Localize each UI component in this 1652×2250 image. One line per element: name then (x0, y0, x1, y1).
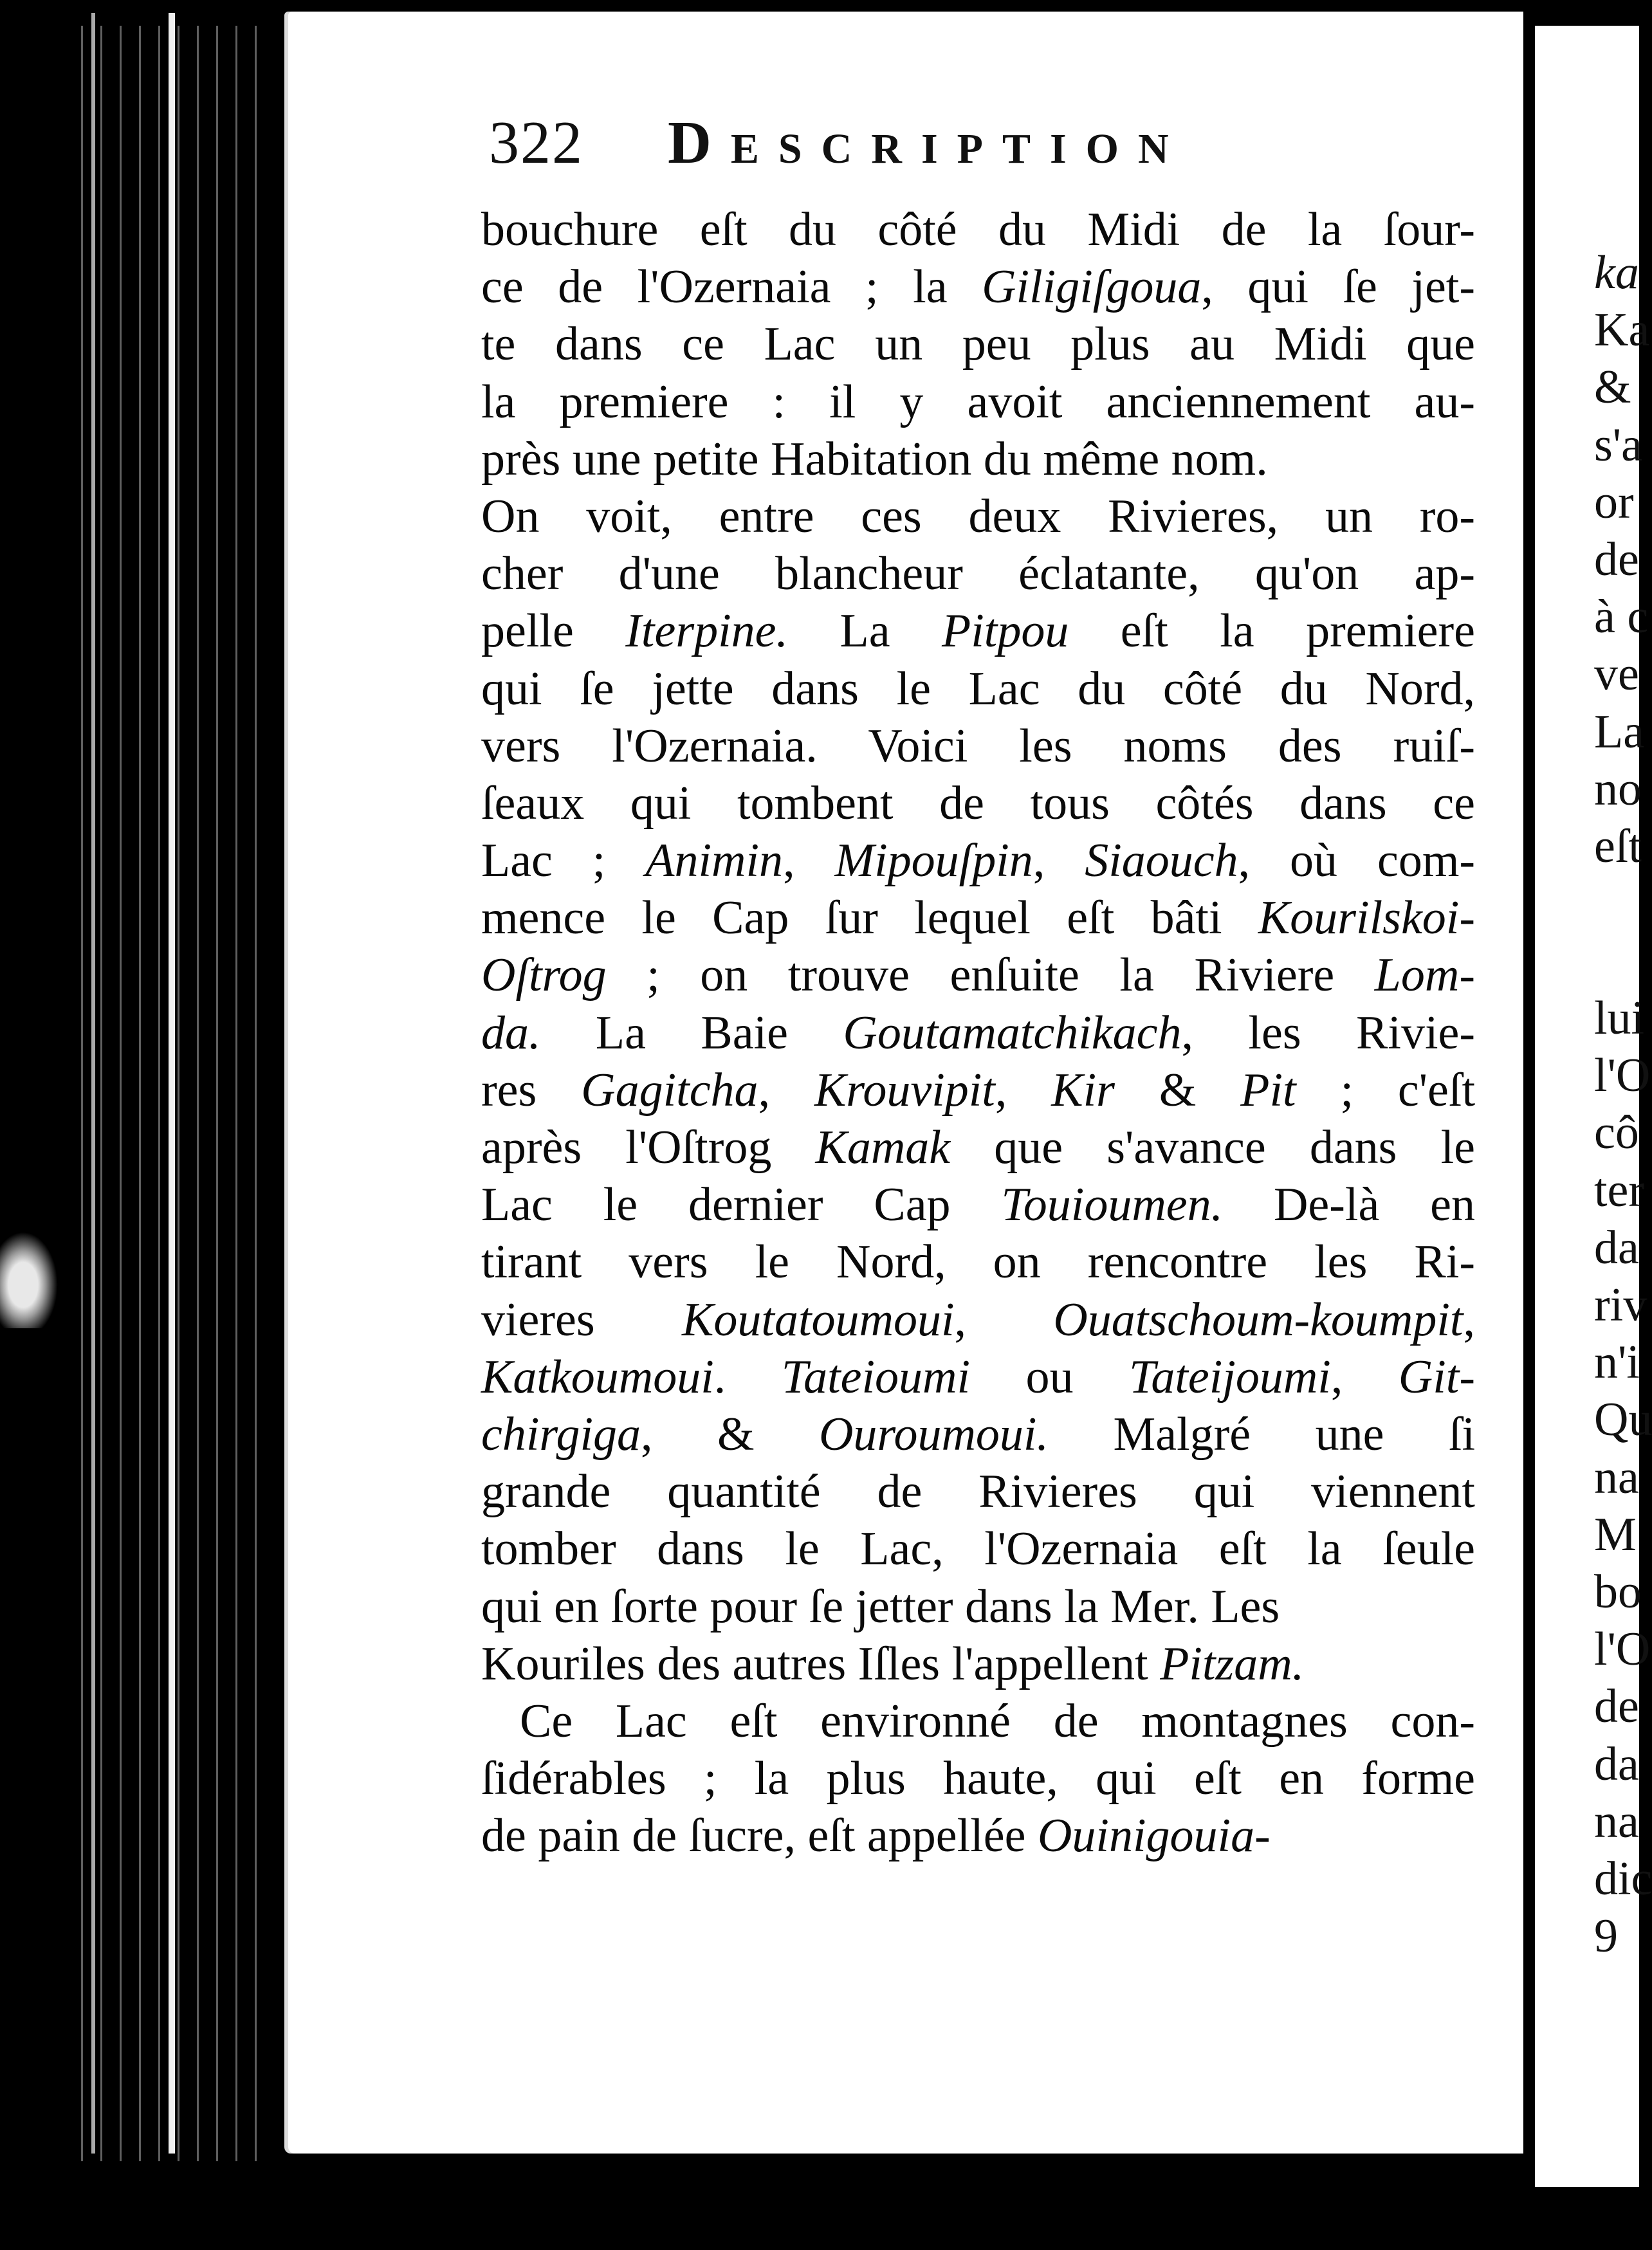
text-run: ſeaux qui tombent de tous côtés dans ce (481, 776, 1475, 830)
facing-line-fragment: lui (1594, 992, 1645, 1045)
text-line (481, 259, 1475, 316)
text-run: pelle (481, 605, 626, 658)
facing-line-fragment: de (1594, 1680, 1639, 1733)
text-line (481, 1176, 1475, 1234)
facing-page-text (1594, 244, 1652, 1965)
italic-term: Gagitcha (581, 1063, 758, 1117)
text-line (481, 1406, 1475, 1463)
italic-term: Giligiſgoua (982, 261, 1202, 314)
text-run: , & (641, 1407, 819, 1461)
italic-term: Touioumen. (1001, 1178, 1224, 1232)
text-run: , (995, 1063, 1052, 1117)
italic-term: Goutamatchikach (843, 1006, 1182, 1059)
text-line (481, 1349, 1475, 1406)
text-line (481, 718, 1475, 775)
text-run: tomber dans le Lac, l'Ozernaia eſt la ſeule (481, 1523, 1475, 1576)
text-run: La (788, 605, 942, 658)
italic-term: chirgiga (481, 1407, 641, 1461)
text-run: Malgré une ſi (1048, 1407, 1475, 1461)
text-line (481, 545, 1475, 603)
italic-term: Ouatschoum-koumpit (1053, 1293, 1464, 1346)
facing-line-fragment: M (1594, 1508, 1637, 1561)
text-run: Lac le dernier Cap (481, 1178, 1002, 1232)
text-run: La Baie (540, 1006, 843, 1059)
facing-line-fragment: na (1594, 1450, 1639, 1504)
facing-line-fragment: ve (1594, 648, 1639, 701)
facing-line-fragment: s'a (1594, 418, 1642, 471)
facing-line-fragment: de (1594, 533, 1639, 586)
text-run: cher d'une blancheur éclatante, qu'on ap- (481, 547, 1475, 601)
italic-term: Katkoumoui (481, 1350, 714, 1404)
text-line (481, 374, 1475, 431)
italic-term: Tateijoumi (1128, 1350, 1331, 1404)
text-run: , (1330, 1350, 1399, 1404)
italic-term: Pitpou (942, 605, 1069, 658)
text-line (481, 1463, 1475, 1521)
text-run: ce de l'Ozernaia ; la (481, 261, 982, 314)
facing-line-fragment: bo (1594, 1565, 1642, 1618)
text-run: , (1463, 1293, 1475, 1346)
facing-line-fragment: Ka (1594, 304, 1650, 357)
facing-line-fragment: dic (1594, 1852, 1652, 1905)
text-line (481, 1578, 1475, 1636)
text-run: ou (970, 1350, 1129, 1404)
spine-highlight (169, 13, 175, 2154)
text-line (481, 1807, 1475, 1865)
body-text (481, 201, 1475, 1865)
text-run: , (758, 1063, 814, 1117)
text-run: , (1032, 834, 1085, 888)
book-spine (0, 0, 289, 2250)
text-line (481, 488, 1475, 545)
running-header (489, 108, 1454, 198)
book-page (288, 12, 1523, 2154)
text-run: te dans ce Lac un peu plus au Midi que (481, 318, 1475, 371)
italic-term: Lom- (1374, 949, 1475, 1002)
text-run: eſt la premiere (1069, 605, 1476, 658)
text-run: qui en ſorte pour ſe jetter dans la Mer. Les (481, 1580, 1280, 1633)
text-run: ſidérables ; la plus haute, qui eſt en forme (481, 1752, 1475, 1806)
text-line (481, 1636, 1475, 1693)
text-run: , (783, 834, 835, 888)
text-run: On voit, entre ces deux Rivieres, un ro- (481, 489, 1475, 543)
italic-term: Koutatoumoui (682, 1293, 955, 1346)
text-run: res (481, 1063, 582, 1117)
facing-line-fragment: & (1594, 361, 1631, 414)
text-run: , qui ſe jet- (1201, 261, 1475, 314)
italic-term: Iterpine. (625, 605, 789, 658)
text-line (481, 1693, 1475, 1750)
facing-line-fragment: La (1594, 705, 1645, 758)
text-run: De-là en (1223, 1178, 1475, 1232)
text-run: ; c'eſt (1296, 1063, 1476, 1117)
text-line (481, 661, 1475, 718)
signature-mark: 9 (1594, 1910, 1618, 1963)
text-line (481, 1521, 1475, 1578)
page-stain (0, 1232, 58, 1328)
italic-term: Pit (1240, 1063, 1296, 1117)
facing-line-fragment (1594, 875, 1652, 990)
text-run: Kouriles des autres Iſles l'appellent (481, 1637, 1161, 1690)
facing-line-fragment: da (1594, 1737, 1639, 1791)
text-run: vers l'Ozernaia. Voici les noms des ruiſ- (481, 719, 1475, 773)
text-line (481, 890, 1475, 947)
italic-term: Ouroumoui. (818, 1407, 1049, 1461)
italic-term: Git- (1398, 1350, 1475, 1404)
page-edges (71, 26, 264, 2161)
page-number: 322 (489, 109, 583, 176)
facing-page (1535, 26, 1652, 2187)
text-line (481, 1005, 1475, 1062)
running-title: Description (668, 109, 1188, 176)
text-run: tirant vers le Nord, on rencontre les Ri- (481, 1236, 1475, 1289)
spine-highlight (91, 13, 95, 2154)
facing-line-fragment: eſt (1594, 819, 1642, 873)
text-line (481, 603, 1475, 660)
text-line (481, 316, 1475, 373)
italic-term: da. (481, 1006, 541, 1059)
facing-line-fragment: ter (1594, 1164, 1645, 1217)
italic-term: Oſtrog (481, 949, 607, 1002)
text-line (481, 775, 1475, 832)
facing-line-fragment: l'O (1594, 1049, 1651, 1102)
facing-line-fragment: Qu (1594, 1393, 1652, 1447)
text-line (481, 1119, 1475, 1176)
italic-term: Kir (1051, 1063, 1115, 1117)
facing-line-fragment: l'O (1594, 1623, 1651, 1676)
text-line (481, 947, 1475, 1004)
italic-term: Tateioumi (781, 1350, 971, 1404)
italic-term: Krouvipit (814, 1063, 995, 1117)
facing-line-fragment: ka (1594, 246, 1639, 299)
text-run: la premiere : il y avoit anciennement au- (481, 375, 1475, 428)
text-run: , où com- (1238, 834, 1476, 888)
text-run: après l'Oſtrog (481, 1121, 816, 1174)
italic-term: Kamak (815, 1121, 951, 1174)
facing-line-fragment: cô (1594, 1106, 1639, 1160)
text-line (481, 431, 1475, 488)
text-run: que s'avance dans le (950, 1121, 1475, 1174)
facing-line-fragment: riv (1594, 1279, 1647, 1331)
text-line (481, 1292, 1475, 1349)
text-run: mence le Cap ſur lequel eſt bâti (481, 892, 1258, 945)
text-run: vieres (481, 1293, 683, 1346)
facing-line-fragment: no (1594, 762, 1642, 816)
text-run: ; on trouve enſuite la Riviere (606, 949, 1375, 1002)
italic-term: Ouinigouia- (1037, 1809, 1271, 1863)
text-run: , (954, 1293, 1054, 1346)
text-run: bouchure eſt du côté du Midi de la ſour- (481, 203, 1475, 256)
italic-term: Animin (645, 834, 784, 888)
italic-term: Kourilskoi- (1258, 892, 1475, 945)
text-line (481, 1234, 1475, 1291)
text-line (481, 1750, 1475, 1807)
text-run: qui ſe jette dans le Lac du côté du Nord, (481, 662, 1475, 715)
text-run: , les Rivie- (1181, 1006, 1475, 1059)
italic-term: Mipouſpin (834, 834, 1033, 888)
text-run: Ce Lac eſt environné de montagnes con- (520, 1694, 1475, 1748)
facing-line-fragment: à c (1594, 590, 1649, 644)
italic-term: Siaouch (1085, 834, 1238, 888)
text-run: & (1114, 1063, 1241, 1117)
text-line (481, 201, 1475, 259)
text-line (481, 1062, 1475, 1119)
facing-line-fragment: da (1594, 1221, 1639, 1274)
facing-line-fragment: or (1594, 475, 1634, 529)
text-run: de pain de ſucre, eſt appellée (481, 1809, 1038, 1863)
text-run: grande quantité de Rivieres qui viennent (481, 1465, 1475, 1519)
text-run: près une petite Habitation du même nom. (481, 432, 1268, 486)
italic-term: Pitzam. (1160, 1637, 1305, 1690)
text-run: Lac ; (481, 834, 646, 888)
facing-line-fragment: n'i (1594, 1336, 1640, 1389)
text-line (481, 832, 1475, 890)
facing-line-fragment: na (1594, 1795, 1639, 1848)
text-run: . (713, 1350, 782, 1404)
